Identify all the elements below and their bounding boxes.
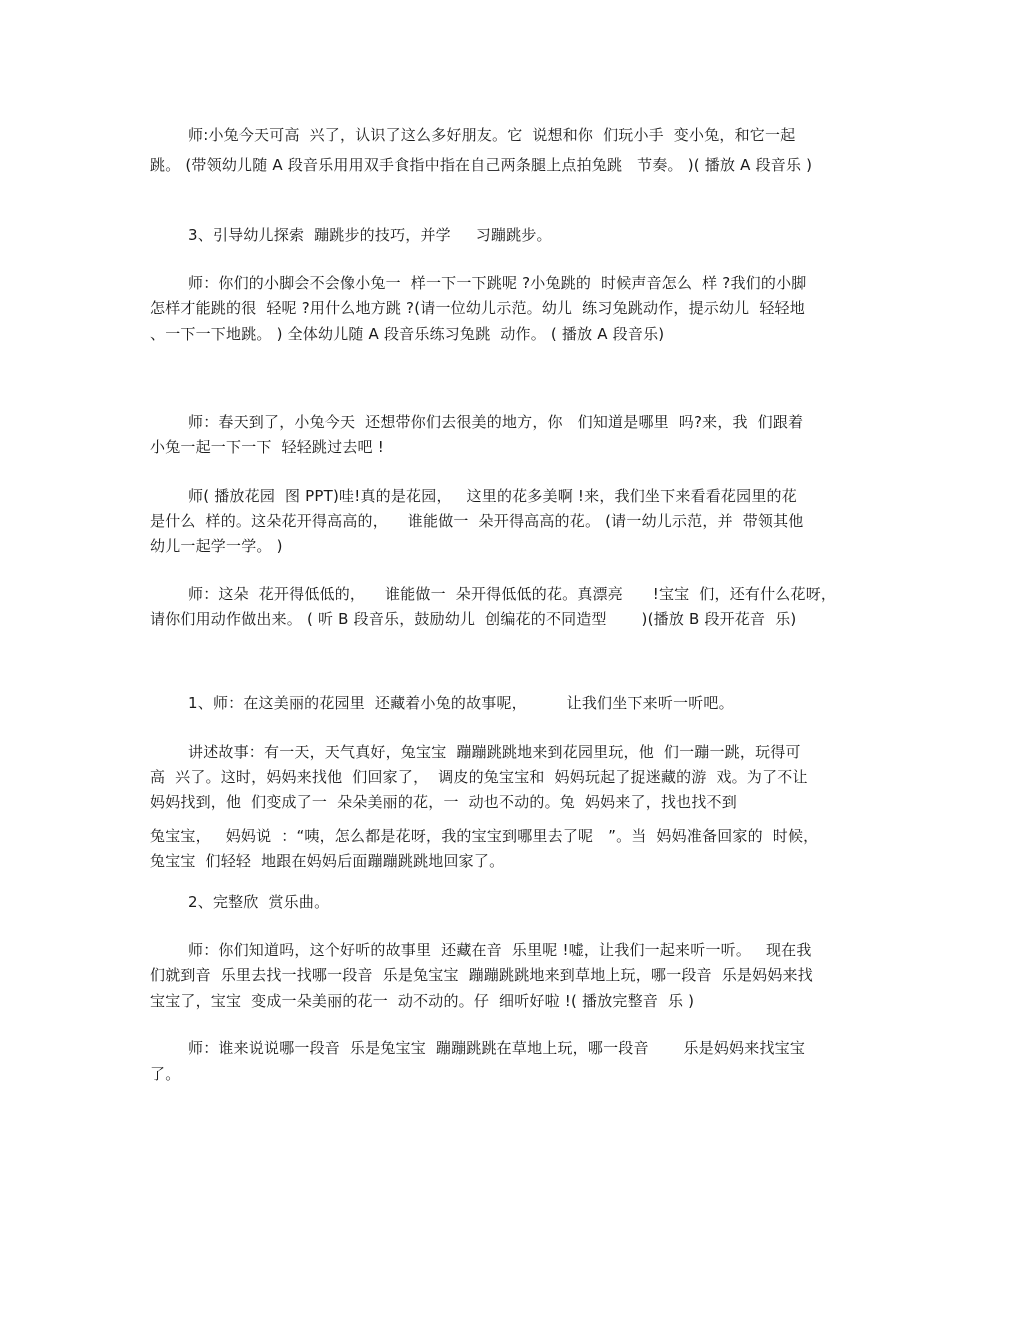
text-line: 请你们用动作做出来。 ( 听 B 段音乐，鼓励幼儿 创编花的不同造型 )(播放 B 段开花音 乐) [150,610,797,628]
text-line: 3、引导幼儿探索 蹦跳步的技巧，并学 习蹦跳步。 [188,226,552,244]
text-line: 妈妈找到，他 们变成了一 朵朵美丽的花，一 动也不动的。兔 妈妈来了，找也找不到 [150,793,737,811]
text-line: 师( 播放花园 图 PPT)哇!真的是花园， 这里的花多美啊 !来，我们坐下来看看花园里的花 [188,487,797,505]
text-line: 师：这朵 花开得低低的， 谁能做一 朵开得低低的花。真漂亮 !宝宝 们，还有什么花呀， [188,585,837,603]
text-line: 1、师：在这美丽的花园里 还藏着小兔的故事呢， 让我们坐下来听一听吧。 [188,694,734,712]
text-line: 是什么 样的。这朵花开得高高的， 谁能做一 朵开得高高的花。 (请一幼儿示范，并 带领其他 [150,512,804,530]
text-line: 师:小兔今天可高 兴了，认识了这么多好朋友。它 说想和你 们玩小手 变小兔，和它一起 [188,126,796,144]
text-line: 讲述故事：有一天，天气真好，兔宝宝 蹦蹦跳跳地来到花园里玩，他 们一蹦一跳，玩得可 [188,743,801,761]
text-line: 们就到音 乐里去找一找哪一段音 乐是兔宝宝 蹦蹦跳跳地来到草地上玩，哪一段音 乐是妈妈来找 [150,966,813,984]
text-line: 师：你们知道吗，这个好听的故事里 还藏在音 乐里呢 !嘘，让我们一起来听一听。 现在我 [188,941,812,959]
text-line: 、一下一下地跳。 ) 全体幼儿随 A 段音乐练习兔跳 动作。 ( 播放 A 段音乐) [150,325,665,343]
text-line: 宝宝了，宝宝 变成一朵美丽的花一 动不动的。仔 细听好啦 !( 播放完整音 乐 ) [150,992,695,1010]
text-line: 跳。 (带领幼儿随 A 段音乐用用双手食指中指在自己两条腿上点拍兔跳 节奏。 )( 播放 A 段音乐 ) [150,156,813,174]
text-line: 兔宝宝， 妈妈说 ：“咦，怎么都是花呀，我的宝宝到哪里去了呢 ”。当 妈妈准备回家的 时候， [150,827,819,845]
text-line: 高 兴了。这时，妈妈来找他 们回家了， 调皮的兔宝宝和 妈妈玩起了捉迷藏的游 戏。为了不让 [150,768,808,786]
text-line: 师：谁来说说哪一段音 乐是兔宝宝 蹦蹦跳跳在草地上玩，哪一段音 乐是妈妈来找宝宝 [188,1039,806,1057]
text-line: 师：春天到了，小兔今天 还想带你们去很美的地方，你 们知道是哪里 吗?来，我 们跟着 [188,413,804,431]
text-line: 幼儿一起学一学。 ) [150,537,283,555]
text-line: 2、完整欣 赏乐曲。 [188,893,330,911]
text-line: 怎样才能跳的很 轻呢 ?用什么地方跳 ?(请一位幼儿示范。幼儿 练习兔跳动作，提示幼儿 轻轻地 [150,299,805,317]
text-line: 师：你们的小脚会不会像小兔一 样一下一下跳呢 ?小兔跳的 时候声音怎么 样 ?我们的小脚 [188,274,807,292]
text-line: 兔宝宝 们轻轻 地跟在妈妈后面蹦蹦跳跳地回家了。 [150,852,505,870]
text-line: 了。 [150,1065,181,1083]
text-line: 小兔一起一下一下 轻轻跳过去吧 ! [150,438,384,456]
